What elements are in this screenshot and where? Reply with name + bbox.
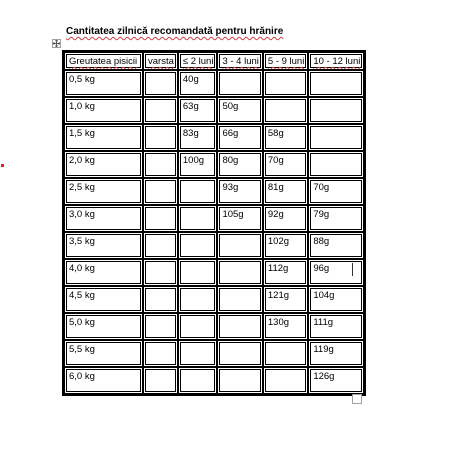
table-cell[interactable] (308, 151, 364, 178)
table-cell[interactable] (178, 205, 218, 232)
table-row (64, 367, 364, 394)
table-cell[interactable] (143, 232, 178, 259)
table-row (64, 151, 364, 178)
weight-cell[interactable]: 3,0 kg (64, 205, 143, 232)
table-cell[interactable]: 119g (308, 340, 364, 367)
table-cell[interactable]: 66g (217, 124, 262, 151)
column-header[interactable]: varsta (143, 52, 178, 70)
table-cell[interactable] (263, 97, 308, 124)
weight-cell[interactable]: 4,5 kg (64, 286, 143, 313)
table-cell[interactable] (217, 232, 262, 259)
text-cursor (352, 263, 353, 276)
table-cell[interactable]: 105g (217, 205, 262, 232)
feeding-table (62, 50, 366, 396)
table-cell[interactable]: 102g (263, 232, 308, 259)
table-cell[interactable]: 111g (308, 313, 364, 340)
table-cell[interactable] (217, 259, 262, 286)
table-cell[interactable]: 92g (263, 205, 308, 232)
weight-cell[interactable]: 1,5 kg (64, 124, 143, 151)
table-cell[interactable]: 70g (263, 151, 308, 178)
table-cell[interactable]: 96g (308, 259, 364, 286)
table-row (64, 232, 364, 259)
table-cell[interactable] (308, 124, 364, 151)
table-cell[interactable]: 130g (263, 313, 308, 340)
table-cell[interactable] (143, 367, 178, 394)
weight-cell[interactable]: 3,5 kg (64, 232, 143, 259)
table-cell[interactable] (178, 178, 218, 205)
weight-cell[interactable]: 2,0 kg (64, 151, 143, 178)
weight-cell[interactable]: 0,5 kg (64, 70, 143, 97)
table-cell[interactable] (178, 232, 218, 259)
column-header[interactable]: ≤ 2 luni (178, 52, 218, 70)
table-row (64, 205, 364, 232)
table-cell[interactable]: 40g (178, 70, 218, 97)
table-row (64, 124, 364, 151)
column-header[interactable]: 5 - 9 luni (263, 52, 308, 70)
table-cell[interactable] (217, 286, 262, 313)
table-cell[interactable]: 83g (178, 124, 218, 151)
table-cell[interactable]: 58g (263, 124, 308, 151)
table-row (64, 286, 364, 313)
table-cell[interactable] (308, 70, 364, 97)
table-cell[interactable] (178, 340, 218, 367)
weight-cell[interactable]: 6,0 kg (64, 367, 143, 394)
table-cell[interactable]: 93g (217, 178, 262, 205)
table-move-handle-icon[interactable] (52, 39, 61, 48)
table-resize-handle-icon[interactable] (352, 394, 362, 404)
column-header[interactable]: 3 - 4 luni (217, 52, 262, 70)
weight-cell[interactable]: 5,5 kg (64, 340, 143, 367)
weight-cell[interactable]: 4,0 kg (64, 259, 143, 286)
table-header-row (64, 52, 364, 70)
table-cell[interactable] (263, 340, 308, 367)
table-cell[interactable]: 104g (308, 286, 364, 313)
weight-cell[interactable]: 1,0 kg (64, 97, 143, 124)
table-cell[interactable]: 88g (308, 232, 364, 259)
table-row (64, 70, 364, 97)
table-cell[interactable] (143, 178, 178, 205)
table-cell[interactable]: 112g (263, 259, 308, 286)
table-cell[interactable] (143, 286, 178, 313)
table-cell[interactable] (143, 97, 178, 124)
table-cell[interactable] (217, 70, 262, 97)
table-cell[interactable] (143, 259, 178, 286)
table-cell[interactable] (143, 151, 178, 178)
table-row (64, 97, 364, 124)
table-row (64, 340, 364, 367)
document-title: Cantitatea zilnică recomandată pentru hrănire (66, 26, 284, 37)
table-cell[interactable] (178, 286, 218, 313)
table-cell[interactable] (143, 313, 178, 340)
table-cell[interactable]: 80g (217, 151, 262, 178)
table-row (64, 259, 364, 286)
table-cell[interactable]: 50g (217, 97, 262, 124)
table-cell[interactable] (178, 367, 218, 394)
weight-cell[interactable]: 2,5 kg (64, 178, 143, 205)
table-cell[interactable] (178, 313, 218, 340)
table-row (64, 313, 364, 340)
column-header[interactable]: Greutatea pisicii (64, 52, 143, 70)
table-cell[interactable] (143, 205, 178, 232)
table-cell[interactable]: 81g (263, 178, 308, 205)
table-row (64, 178, 364, 205)
weight-cell[interactable]: 5,0 kg (64, 313, 143, 340)
table-cell[interactable] (143, 340, 178, 367)
table-cell[interactable]: 121g (263, 286, 308, 313)
table-cell[interactable] (217, 313, 262, 340)
table-cell[interactable] (143, 70, 178, 97)
table-cell[interactable] (263, 70, 308, 97)
table-cell[interactable]: 126g (308, 367, 364, 394)
table-cell[interactable] (217, 340, 262, 367)
table-cell[interactable]: 63g (178, 97, 218, 124)
table-cell[interactable]: 70g (308, 178, 364, 205)
table-cell[interactable]: 79g (308, 205, 364, 232)
table-cell[interactable] (217, 367, 262, 394)
table-cell[interactable] (178, 259, 218, 286)
table-cell[interactable] (143, 124, 178, 151)
table-cell[interactable] (308, 97, 364, 124)
table-cell[interactable]: 100g (178, 151, 218, 178)
column-header[interactable]: 10 - 12 luni (308, 52, 364, 70)
table-cell[interactable] (263, 367, 308, 394)
margin-marker (1, 164, 4, 167)
